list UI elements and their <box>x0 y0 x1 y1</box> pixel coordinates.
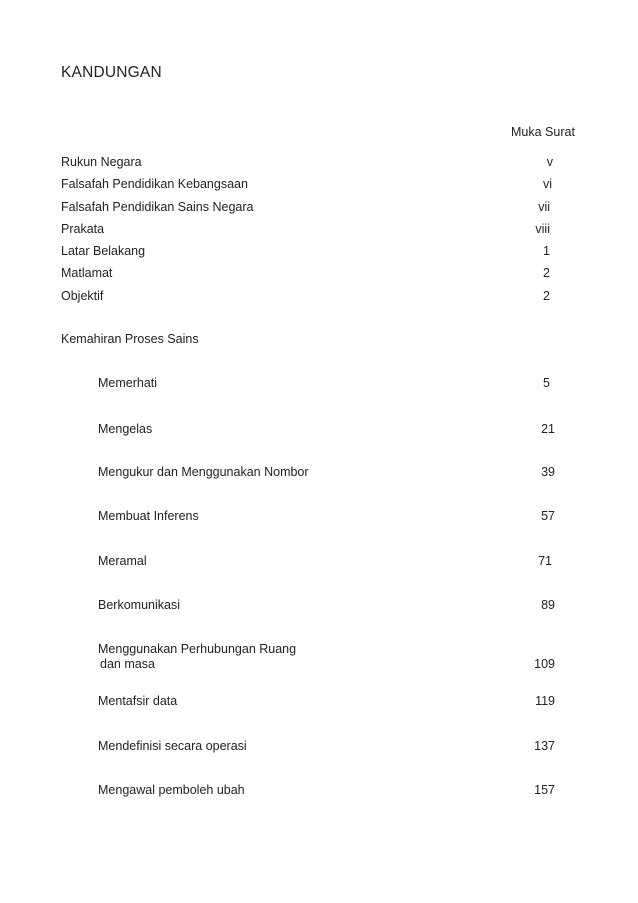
toc-entry-label: Latar Belakang <box>61 244 146 258</box>
toc-entry-label: Matlamat <box>61 266 113 280</box>
toc-subentry-page: 71 <box>538 554 552 568</box>
toc-entry-label: Objektif <box>61 289 104 303</box>
toc-entry-label: Prakata <box>61 222 105 236</box>
toc-entry-label: Falsafah Pendidikan Sains Negara <box>61 200 254 214</box>
toc-entry-page: vi <box>542 177 552 191</box>
page-number-column-header: Muka Surat <box>511 125 575 139</box>
toc-subentry-label-line2: dan masa <box>100 657 155 671</box>
toc-subentry-page: 21 <box>541 422 555 436</box>
toc-subentry-page: 157 <box>534 783 555 797</box>
toc-entry-page: viii <box>535 222 550 236</box>
toc-subentry-page: 57 <box>541 509 555 523</box>
toc-entry-label: Rukun Negara <box>61 155 142 169</box>
toc-subentry-label: Mengelas <box>98 422 153 436</box>
section-heading: Kemahiran Proses Sains <box>61 332 199 346</box>
toc-subentry-page: 109 <box>534 657 555 671</box>
toc-subentry-page: 119 <box>535 694 555 708</box>
toc-subentry-page: 137 <box>534 739 555 753</box>
toc-subentry-page: 89 <box>541 598 555 612</box>
toc-subentry-label: Membuat Inferens <box>98 509 199 523</box>
toc-subentry-label: Mentafsir data <box>98 694 178 708</box>
toc-subentry-label: Meramal <box>98 554 147 568</box>
toc-subentry-page: 5 <box>543 376 550 390</box>
toc-entry-page: 2 <box>543 266 550 280</box>
toc-entry-page: 2 <box>543 289 550 303</box>
toc-entry-page: v <box>546 155 553 169</box>
toc-subentry-label: Mendefinisi secara operasi <box>98 739 247 753</box>
toc-subentry-label: Menggunakan Perhubungan Ruang <box>98 642 297 656</box>
toc-subentry-page: 39 <box>541 465 555 479</box>
toc-subentry-label: Berkomunikasi <box>98 598 180 612</box>
page-title: KANDUNGAN <box>61 64 162 81</box>
toc-subentry-label: Mengukur dan Menggunakan Nombor <box>98 465 309 479</box>
toc-entry-label: Falsafah Pendidikan Kebangsaan <box>61 177 248 191</box>
toc-entry-page: vii <box>538 200 550 214</box>
toc-entry-page: 1 <box>543 244 550 258</box>
toc-subentry-label: Mengawal pemboleh ubah <box>98 783 245 797</box>
toc-subentry-label: Memerhati <box>98 376 158 390</box>
